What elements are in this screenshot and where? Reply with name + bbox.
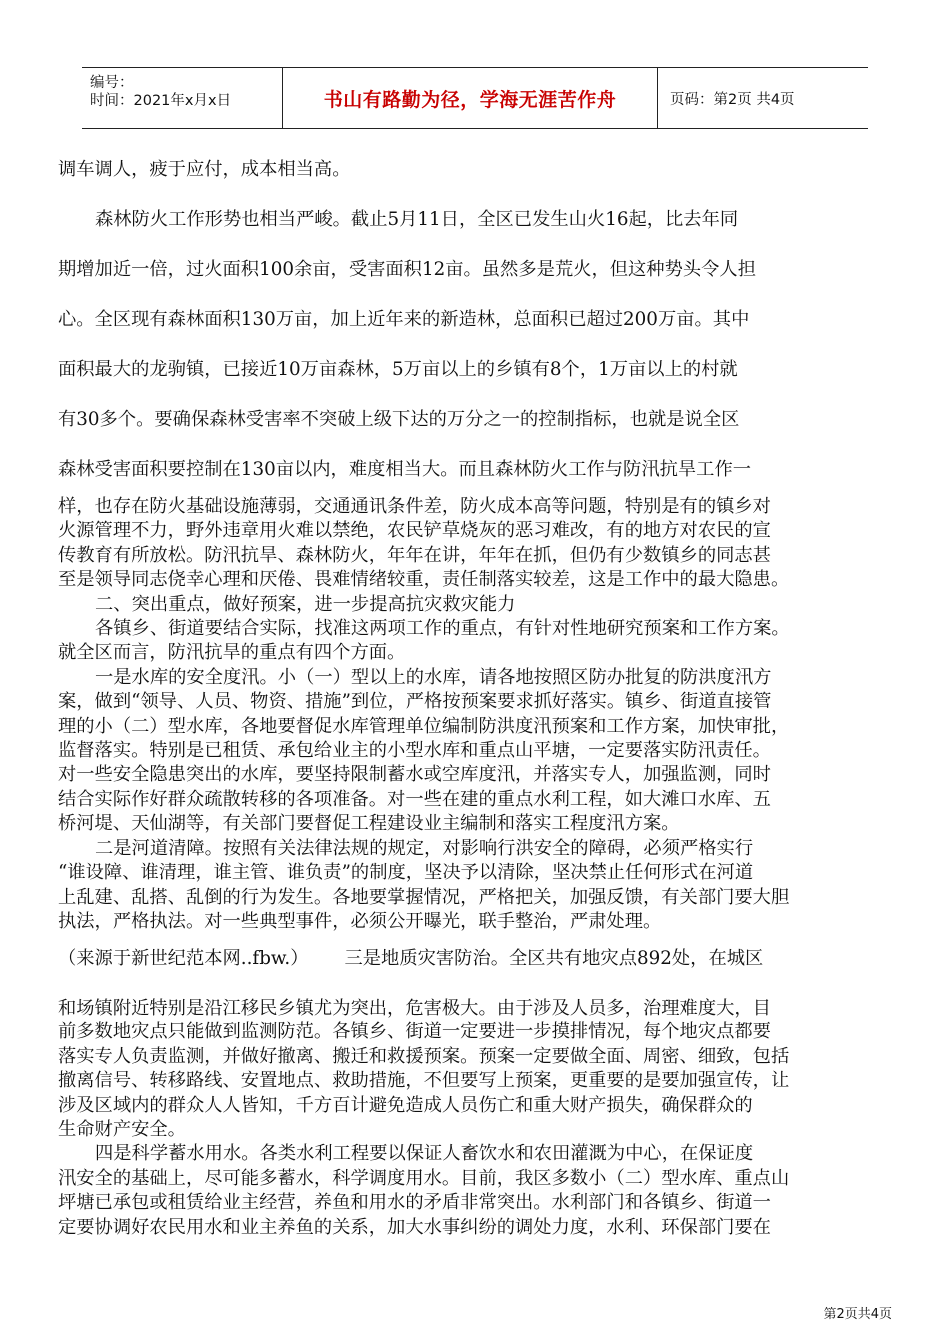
body-line: 桥河堤、天仙湖等，有关部门要督促工程建设业主编制和落实工程度汛方案。	[58, 813, 680, 835]
body-line-with-source	[58, 934, 898, 984]
body-line: 理的小（二）型水库，各地要督促水库管理单位编制防洪度汛预案和工作方案，加快审批，	[58, 715, 790, 737]
body-line: “谁设障、谁清理，谁主管、谁负责”的制度，坚决予以清除，坚决禁止任何形式在河道	[58, 862, 754, 884]
body-line: 结合实际作好群众疏散转移的各项准备。对一些在建的重点水利工程，如大滩口水库、五	[58, 788, 771, 810]
date-label: 时间：2021年x月x日	[90, 93, 232, 109]
body-line: 火源管理不力，野外违章用火难以禁绝，农民铲草烧灰的恶习难改，有的地方对农民的宣	[58, 520, 771, 542]
document-body	[58, 145, 898, 1240]
body-line: 落实专人负责监测，并做好撤离、搬迁和救援预案。预案一定要做全面、周密、细致，包括	[58, 1045, 790, 1067]
body-line: 有30多个。要确保森林受害率不突破上级下达的万分之一的控制指标，也就是说全区	[58, 409, 740, 430]
body-line: 上乱建、乱搭、乱倒的行为发生。各地要掌握情况，严格把关，加强反馈，有关部门要大胆	[58, 886, 790, 908]
body-line: 监督落实。特别是已租赁、承包给业主的小型水库和重点山平塘，一定要落实防汛责任。	[58, 740, 771, 762]
body-line: 一是水库的安全度汛。小（一）型以上的水库，请各地按照区防办批复的防洪度汛方	[95, 666, 772, 688]
body-line: 面积最大的龙驹镇，已接近10万亩森林，5万亩以上的乡镇有8个，1万亩以上的村就	[58, 359, 738, 380]
body-line: 心。全区现有森林面积130万亩，加上近年来的新造林，总面积已超过200万亩。其中	[58, 309, 750, 330]
page-footer-indicator: 第2页共4页	[823, 1307, 892, 1322]
body-line: 涉及区域内的群众人人皆知，千方百计避免造成人员伤亡和重大财产损失，确保群众的	[58, 1094, 753, 1116]
body-line: 就全区而言，防汛抗旱的重点有四个方面。	[58, 642, 406, 664]
body-line: 四是科学蓄水用水。各类水利工程要以保证人畜饮水和农田灌溉为中心，在保证度	[95, 1143, 754, 1165]
body-line: 生命财产安全。	[58, 1118, 186, 1140]
body-line: 期增加近一倍，过火面积100余亩，受害面积12亩。虽然多是荒火，但这种势头令人担	[58, 259, 756, 280]
number-label: 编号：	[90, 75, 134, 91]
body-line: 执法，严格执法。对一些典型事件，必须公开曝光，联手整治，严肃处理。	[58, 910, 662, 932]
body-line: 森林受害面积要控制在130亩以内，难度相当大。而且森林防火工作与防汛抗旱工作一	[58, 459, 752, 480]
body-line: 二是河道清障。按照有关法律法规的规定，对影响行洪安全的障碍，必须严格实行	[95, 837, 754, 859]
page-header	[82, 67, 868, 129]
body-line: 坪塘已承包或租赁给业主经营，养鱼和用水的矛盾非常突出。水利部门和各镇乡、街道一	[58, 1192, 771, 1214]
body-line: 和场镇附近特别是沿江移民乡镇尤为突出，危害极大。由于涉及人员多，治理难度大，目	[58, 998, 771, 1020]
body-line: 撤离信号、转移路线、安置地点、救助措施，不但要写上预案，更重要的是要加强宣传，让	[58, 1070, 790, 1092]
body-line: 汛安全的基础上，尽可能多蓄水，科学调度用水。目前，我区多数小（二）型水库、重点山	[58, 1167, 790, 1189]
page-code: 页码：第2页 共4页	[670, 92, 795, 108]
body-line: 至是领导同志侥幸心理和厌倦、畏难情绪较重，责任制落实较差，这是工作中的最大隐患。	[58, 569, 790, 591]
header-page-cell	[658, 68, 868, 128]
body-line: 案，做到“领导、人员、物资、措施”到位，严格按预案要求抓好落实。镇乡、街道直接管	[58, 691, 772, 713]
body-line-text: 三是地质灾害防治。全区共有地灾点892处，在城区	[344, 948, 764, 970]
body-line: 对一些安全隐患突出的水库，要坚持限制蓄水或空库度汛，并落实专人，加强监测，同时	[58, 764, 771, 786]
section-heading: 二、突出重点，做好预案，进一步提高抗灾救灾能力	[95, 593, 516, 615]
body-line: 前多数地灾点只能做到监测防范。各镇乡、街道一定要进一步摸排情况，每个地灾点都要	[58, 1021, 771, 1043]
header-meta-cell	[82, 68, 282, 128]
source-note: （来源于新世纪范本网..fbw.）	[58, 948, 309, 970]
body-line: 调车调人，疲于应付，成本相当高。	[58, 159, 351, 180]
motto: 书山有路勤为径，学海无涯苦作舟	[323, 89, 617, 111]
body-line: 传教育有所放松。防汛抗旱、森林防火，年年在讲，年年在抓，但仍有少数镇乡的同志甚	[58, 544, 771, 566]
body-line: 森林防火工作形势也相当严峻。截止5月11日，全区已发生山火16起，比去年同	[95, 209, 739, 230]
body-line: 各镇乡、街道要结合实际，找准这两项工作的重点，有针对性地研究预案和工作方案。	[95, 618, 790, 640]
body-line: 定要协调好农民用水和业主养鱼的关系，加大水事纠纷的调处力度，水利、环保部门要在	[58, 1216, 771, 1238]
body-line: 样，也存在防火基础设施薄弱，交通通讯条件差，防火成本高等问题，特别是有的镇乡对	[58, 496, 771, 517]
header-motto-cell	[282, 68, 658, 128]
